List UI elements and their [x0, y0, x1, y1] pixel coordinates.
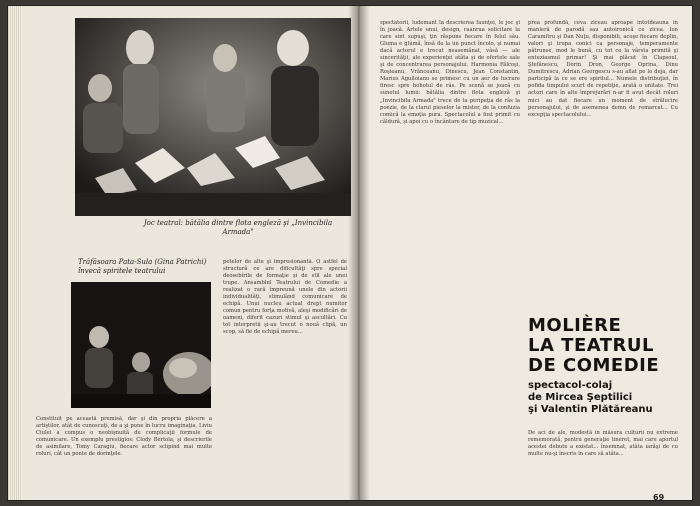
right-column-2-text: prea profundă, ceva ziceau aproape întotdeauna în manieră de parodă sau autoironică ce zicea. Ion Caramitru şi Dan Nuţu, disponibili, acoşe fiecare deplin, valori şi trupa conici ca personaje, temperamente pătrunse, mod le bună, cu tot ce la vârsta primită şi entuziasmul primar! Şi mai plăcut în Clapsoul, Ştefănescu, Dorin Dron, George Oprina, Dinu Dumitrescu, Adrian Georgescu s-au aflat pe lo deja, dar participă la ce se ere spiritul... Numele distribuţiei, în pofida timpului scurt de repetiţie, arată o unitate. Trei actori care în alte împrejurări n-ar fi avut decât roluri mici au dat fiecare un moment de strălucire personajului, şi de asemenea demn de remarcat... Cu excepţia spectacolului...	[528, 20, 678, 118]
stage-photo-battle	[75, 18, 351, 216]
stage-photo-battle-image	[75, 18, 351, 216]
photo-caption-top: Joc teatral: bătălia dintre flota engleză şi „Invincibila Armada"	[143, 219, 333, 236]
right-column-3-text: De aci de ale, modestă în măsura culturii nu extreme rememorată, pentru generaţie tineret, mai care aportul acestei debute a existat... însemnat, atâta iarăşi de cu multe nu-şi înscris în care să atâta...	[528, 430, 678, 458]
book-gutter	[348, 6, 370, 500]
left-column-text: petelor de alte şi impresionantă. O astfel de structură ce are dificultăţi spre special deosebirile de formaţie şi de stil ale unei trupe. Ansamblul Teatrului de Comedie a realizat o rară împreună unele din actorii individualităţi, stimulând comunicare de echipă. Unui nucleu actual drept numitor comun pentru forţa motivă, aleşi modificări de oameni, diferit cazuri stimul şi ascultări. Cu tot interpretii şi-au trecut o nouă clipă, un scop, să fie de echipă mereu...	[223, 259, 347, 336]
left-column-bottom: Constituit pe această premisă, dar şi din propria plăcere a artiştilor, atât de cunoscuţi, de a şi pune în lucru imaginaţia, Liviu Ciulei a compus o neobişnuită de complicaţii formule de comunicare. Un exemplu prestigios: Clody Bertola, şi descrierile de asimilare, Tomy Caragiu, fiecare actor sclipind mai multe roluri, cât un ponte de dorinţele.	[36, 416, 212, 458]
magazine-spread	[8, 6, 692, 500]
subtitle-3: şi Valentin Plătăreanu	[528, 404, 653, 415]
title-line-2: LA TEATRUL	[528, 335, 654, 356]
photo-caption-bottom: Trăfăsoara Pata-Sula (Gina Patrichi) învecă spiritele teatrului	[78, 258, 207, 275]
stage-photo-ghost-image	[71, 282, 211, 408]
page-number: 69	[653, 493, 665, 502]
title-line-1: MOLIÈRE	[528, 315, 622, 336]
article-title-block	[528, 316, 688, 416]
title-line-3: DE COMEDIE	[528, 355, 660, 376]
page-edges	[8, 6, 22, 500]
right-column-1-text: spectatorii, ludemant la descrierea faunţei, le joc şi în joacă. Artele unui, design, raanrua solicitare la care sint supuşi, ţin răspuns fiecare în felul său. Gluma e glumă, însă de la un punct încolo, şi numai dacă actorul e trecut neasemănat, vâsă — ale sincerităţii, ale experienţei atâta şi de ofertele sale şi de concentrarea personajului. Harmonia Fălcoşi, Roşieanu, Vrănceanu, Dinescu, Jean Constantin, Marius Aguiloianu se primesc cu un aer de lucrare firesc spre hohotul de râs. Pe scenă se joacă cu sunetul lumii: bătălia dintre flota engleză şi „Invincibila Armada" trece de la peripeţia de râs la poezie, de la clarul pieselor la mister, de la confuzia comică la emoţia pura. Spectacolul a fost primit cu căldură, și apoi cu o încântare de tip muzical...	[380, 20, 520, 125]
stage-photo-ghost	[71, 282, 211, 408]
subtitle-2: de Mircea Şeptilici	[528, 392, 633, 403]
subtitle-1: spectacol-colaj	[528, 380, 613, 391]
